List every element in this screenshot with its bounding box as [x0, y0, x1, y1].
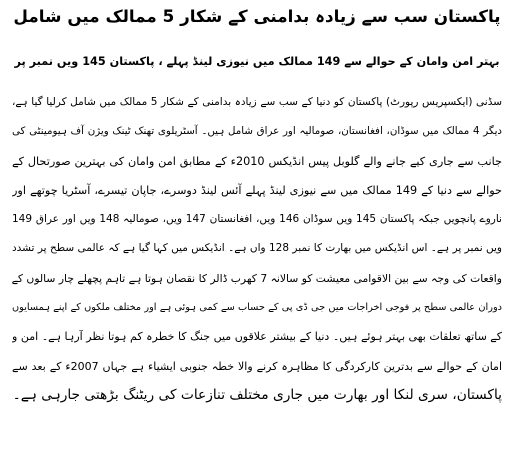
body-line: واقعات کی وجہ سے بین الاقوامی معیشت کو سالانہ 7 کھرب ڈالر کا نقصان ہوتا ہے تاہم پچھلے چار سالوں کے: [12, 271, 502, 285]
body-line: کے ساتھ تعلقات بھی بہتر ہوئے ہیں۔ دنیا کے بیشتر علاقوں میں جنگ کا خطرہ کم ہوتا نظر آرہا ہے۔ امن و: [12, 330, 502, 344]
body-line: جانب سے جاری کیے جانے والے گلوبل پیس انڈیکس 2010ء کے مطابق امن وامان کی بہترین صورتحال کے: [12, 154, 502, 168]
news-article: [12, 2, 502, 468]
body-line: سڈنی (ایکسپریس رپورٹ) پاکستان کو دنیا کے سب سے زیادہ بدامنی کے شکار 5 ممالک میں شامل کرلیا گیا ہے،: [12, 96, 502, 108]
body-line: دوران عالمی سطح پر فوجی اخراجات میں جی ڈی پی کے حساب سے کمی ہوئی ہے اور مختلف ملکوں کے اپنے ہمسایوں: [12, 302, 502, 314]
body-line: ناروے پانچویں جبکہ پاکستان 145 ویں سوڈان 146 ویں، افغانستان 147 ویں، صومالیہ 148 ویں اور عراق 149: [12, 213, 502, 226]
article-body: [12, 88, 502, 410]
article-headline: پاکستان سب سے زیادہ بدامنی کے شکار 5 ممالک میں شامل: [13, 6, 501, 26]
body-line: حوالے سے دنیا کے 149 ممالک میں سے نیوزی لینڈ پہلے آئس لینڈ دوسرے، جاپان تیسرے، آسٹریا چوتھے اور: [12, 183, 502, 197]
body-line: امان کے حوالے سے بدترین کارکردگی کا مظاہرہ کرنے والا خطہ جنوبی ایشیاء ہے جہاں 2007ء کے بعد سے: [12, 359, 502, 373]
body-line: پاکستان، سری لنکا اور بھارت میں جاری مختلف تنازعات کی ریٹنگ بڑھتی جارہی ہے۔: [12, 386, 502, 403]
body-line: دیگر 4 ممالک میں سوڈان، افغانستان، صومالیہ اور عراق شامل ہیں۔ آسٹریلوی تھنک ٹینک ویژن آف ہیومینٹی کی: [12, 125, 502, 138]
article-subheadline: بہتر امن وامان کے حوالے سے 149 ممالک میں نیوزی لینڈ پہلے ، پاکستان 145 ویں نمبر پر: [14, 55, 500, 68]
body-line: ویں نمبر پر ہے۔ اس انڈیکس میں بھارت کا نمبر 128 واں ہے۔ انڈیکس میں کہا گیا ہے کہ عالمی سطح پر تشدد: [12, 242, 502, 255]
